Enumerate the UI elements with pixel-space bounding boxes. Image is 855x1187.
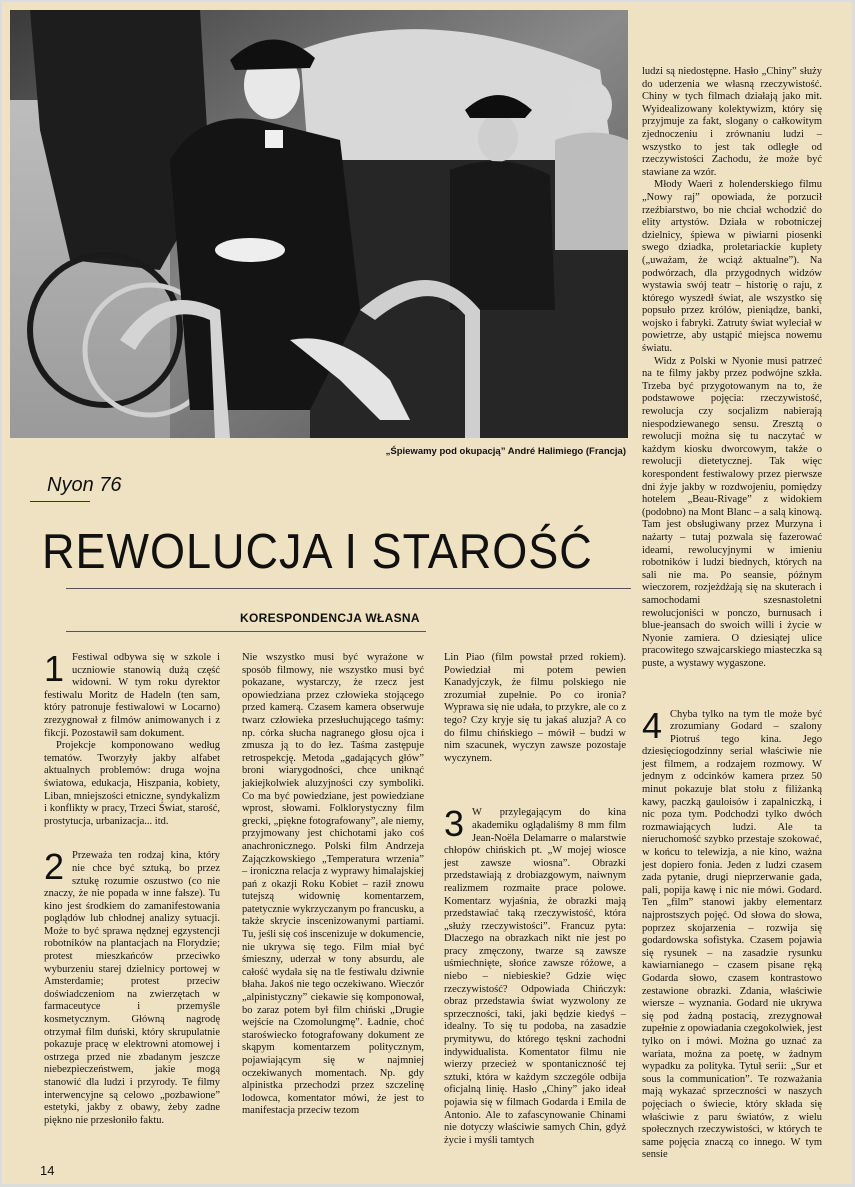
paragraph: Festiwal odbywa się w szkole i uczniowie stanowią dużą część widowni. W tym roku dyrektor festiwalu Moritz de Hadeln (ten sam, który patronuje festiwalowi w Locarno) zrezygnował z filmów animowanych i z fikcji. Pozostawił sam dokument. <box>44 652 220 739</box>
paragraph: Projekcje komponowano według tematów. Tworzyły jakby alfabet aktualnych problemów: druga wojna światowa, edukacja, Hiszpania, kobiety, Liban, mniejszości etniczne, syndykalizm i konflikty w pracy, Trzeci Świat, starość, prostytucja, urbanizacja... itd. <box>44 740 220 827</box>
section-1 <box>44 648 220 740</box>
page-number: 14 <box>40 1163 55 1178</box>
magazine-page <box>2 2 852 1184</box>
section-number: 1 <box>44 648 65 689</box>
photo-caption: „Śpiewamy pod okupacją” André Halimiego (Francja) <box>385 446 626 457</box>
paragraph: ludzi są niedostępne. Hasło „Chiny” służy do uderzenia we własną rzeczywistość. Chiny w tych filmach działają jako mit. Wyidealizowany kolektywizm, który się przyjmuje za fakt, slogany o całkowitym zjednoczeniu i zrównaniu ludzi – wszystko to jest tak odległe od rzeczywistości Zachodu, że może być stawiane za wzór. <box>642 66 822 178</box>
film-still-photo <box>10 10 628 438</box>
rickshaw-scene-image <box>10 10 628 438</box>
section-number: 3 <box>444 803 465 845</box>
paragraph: Przeważa ten rodzaj kina, który nie chce być sztuką, bo przez sztukę rozumie oszustwo (co nie znaczy, że nie popada w inne fałsze). Tu kino jest środkiem do zamanifestowania poglądów lub chłodnej analizy sytuacji. Może to być sprawa nędznej egzystencji robotników na plantacjach na Florydzie; protest mieszkańców przeciwko wyburzeniu starej dzielnicy portowej w Amsterdamie; protest przeciw doświadczeniom na zwierzętach w farmaceutyce i przemyśle kosmetycznym. Główną nagrodę otrzymał film duński, który skrupulatnie pokazuje pracę w elektrowni atomowej i ostrzega przed nie zbadanym jeszcze niebezpieczeństwem, jakie mogą stanowić dla ludzi i przyrody. Te filmy interwencyjne są celowo „pozbawione” estetyki, jakby z obawy, żeby zadne piękno nie przesłoniło faktu. <box>44 850 220 1126</box>
byline-divider <box>66 631 426 632</box>
headline-divider <box>66 588 631 589</box>
section-3 <box>444 803 626 1147</box>
section-number: 2 <box>44 846 65 888</box>
text-column-1 <box>44 648 220 1127</box>
article-byline: KORESPONDENCJA WŁASNA <box>240 611 420 625</box>
paragraph: Chyba tylko na tym tle może być zrozumiany Godard – szalony Piotruś tego kina. Jego dziesięciogodzinny serial właściwie nie jest filmem, a rodzajem rozmowy. W jednym z odcinków kamera przez 50 minut pokazuje blat stołu z filiżanką kawy, paczką gauloisów i zapalniczką, i nic poza tym. Podchodzi tylko dwóch rozmawiających ludzi. Ale ta nieruchomość szybko przestaje szokować, w końcu to telewizja, a nie kino, ważna jest dopiero fonia. Jeden z ludzi czasem zada pytanie, drugi nieprzerwanie gada, pali, popija kawę i nic nie mówi. Godard. Ten „film” stanowi jakby elementarz najprostszych pojęć. Od słowa do słowa, poprzez skojarzenia – rozwija się godardowska sofistyka. Czasem pojawia się rysunek – na zasadzie rysunku kawiarnianego – czasem pisane ręką Godarda słowo, czasem kontrastowo zestawione obrazki. Zdania, właściwie wiersze – wyznania. Godard nie ukrywa się pod żadną postacią, zrezygnował zupełnie z opowiadania czegokolwiek, jest tylko on i mówi. Można go uznać za wariata, można za poetę, w żadnym wypadku za polityka. Tytuł serii: „Sur et sous la communication”. Te rozważania mają wykazać sprzeczności w naszych pojęciach o świecie, który składa się właściwie z paru światów, z wielu społecznych rzeczywistości, w których te same pojęcia znaczą co innego. W tym sensie <box>642 708 822 1161</box>
section-number: 4 <box>642 704 663 746</box>
article-headline: REWOLUCJA I STAROŚĆ <box>42 523 593 580</box>
article-kicker: Nyon 76 <box>47 474 122 496</box>
paragraph: W przylegającym do kina akademiku oglądaliśmy 8 mm film Jean-Noëla Delamarre o malarstwie chłopów chińskich pt. „W mojej wiosce jest zawsze wiosna”. Obrazki przedstawiają z drobiazgowym, naiwnym realizmem rozmaite prace polowe. Komentarz wyjaśnia, że obrazki mają przedstawiać taką rzeczywistość, która „służy rzeczywistości”. Francuz pyta: Dlaczego na obrazkach nikt nie jest po pracy zmęczony, twarze są zawsze uśmiechnięte, słońce zawsze różowe, a niebo – niebieskie? Gdzie więc rzeczywistość? Odpowiada Chińczyk: obraz przedstawia świat wyzwolony ze sprzeczności, taki, jaki będzie kiedyś – idealny. To się tu podoba, na zasadzie prymitywu, do którego tęskni zachodni indywidualista. Komentator filmu nie wierzy przecież w spontaniczność tej sztuki, która w każdym szczególe odbija oficjalną linię. Hasło „Chiny” jako ideał pojawia się w filmach Godarda i Emila de Antonio. Ale to zafascynowanie Chinami nie dotyczy właściwie samych Chin, gdyż życie i myśli tamtych <box>444 807 626 1146</box>
paragraph: Lin Piao (film powstał przed rokiem). Powiedział mi potem pewien Kanadyjczyk, że filmu polskiego nie zrozumiał zupełnie. Po co ironia? Wyprawa się nie udała, to przykre, ale co z tego? Czy kryje się tu jakaś aluzja? A co do filmu chińskiego – mówił – budzi w nim szacunek, wyczyn zawsze pozostaje wyczynem. <box>444 652 626 764</box>
section-4 <box>642 704 822 1162</box>
kicker-divider <box>30 501 90 502</box>
paragraph: Młody Waeri z holenderskiego filmu „Nowy raj” opowiada, że porzucił rzeźbiarstwo, bo nie chciał wchodzić do elity artystów. Działa w robotniczej dzielnicy, śpiewa w piwiarni piosenki swego dziadka, proletariackie kuplety („uważam, że wciąż aktualne”). Na podwórzach, dla przygodnych widzów wystawia swój teatr – historię o raju, z którego wyszedł świat, ale wszystko się popsuło przez królów, pieniądze, banki, wojsko i fabryki. Zatruty świat wyleciał w powietrze, aby ustąpić miejsca nowemu światu. <box>642 179 822 355</box>
section-2 <box>44 846 220 1127</box>
paragraph: Nie wszystko musi być wyrażone w sposób filmowy, nie wszystko musi być pokazane, wystarczy, że rzecz jest opowiedziana przez człowieka stojącego przed kamerą. Czasem kamera obserwuje twarz człowieka przesłuchującego taśmy: np. córka słucha nagranego głosu ojca i zmusza ją to do łez. Taśma zastępuje retrospekcję. Metoda „gadających głów” broni wiarygodności, chce uniknąć jakiejkolwiek aluzyjności czy symboliki. Co ma być powiedziane, jest powiedziane wprost, słowami. Folklorystyczny film grecki, „piękne fotografowany”, ale niemy, przyjmowany jest chichotami jako coś anachronicznego. Polski film Andrzeja Zajączkowskiego „Temperatura wrzenia” – ironiczna relacja z wyprawy himalajskiej pań z okazji Roku Kobiet – raził znowu tutejszą widownię komentarzem, patetycznie wykrzyczanym po francusku, a także skrycie inscenizowanymi partiami. Tu, jeśli się coś inscenizuje w dokumencie, nie ukrywa się tego. Film miał być śmieszny, uderzał w tony absurdu, ale całość wydała się na tle festiwalu dziwnie błaha. Jakoś nie tego oczekiwano. Wieczór „alpinistyczny” ciekawie się komponował, bo zaraz potem był film chiński „Drugie wejście na Czomolungmę”. Ładnie, choć staroświecko fotografowany dokument ze skąpym komentarzem politycznym, pojawiającym się w najmniej oczekiwanych momentach. Np. gdy alpinistka przechodzi przez szczelinę lodowca, komentator mówi, że jest to manifestacja przeciw tezom <box>242 652 424 1117</box>
text-column-4 <box>642 66 822 1162</box>
text-column-3 <box>444 652 626 1147</box>
text-column-2 <box>242 652 424 1118</box>
paragraph: Widz z Polski w Nyonie musi patrzeć na te filmy jakby przez podwójne szkła. Trzeba być przygotowanym na to, że podstawowe pojęcia: rzeczywistość, rewolucja czy socjalizm nabierają niespodziewanego sensu. Zresztą o rewolucji można się tu naczytać w każdym kiosku dworcowym, także o rewolucji dietetycznej. Tak więc korespondent festiwalowy przez pierwsze dni żyje jakby w rozdwojeniu, pomiędzy hotelem „Beau-Rivage” z widokiem (podobno) na Mont Blanc – a salą kinową. Tam jest obsługiwany przez Murzyna i nażarty – tutaj pozwala się fazerować ideami, rewolucyjnymi w imieniu robotników i ludzi biednych, których na sali nie ma. Po seansie, późnym wieczorem, rozjeżdżają się na skuterach i samochodami szesnastoletni rewolucjoniści w ponczo, burnusach i blue-jeansach do swoich willi i życie w Nyonie zamiera. O dziesiątej ulice pracowitego szwajcarskiego miasteczka są puste, a wystawy wygaszone. <box>642 355 822 669</box>
